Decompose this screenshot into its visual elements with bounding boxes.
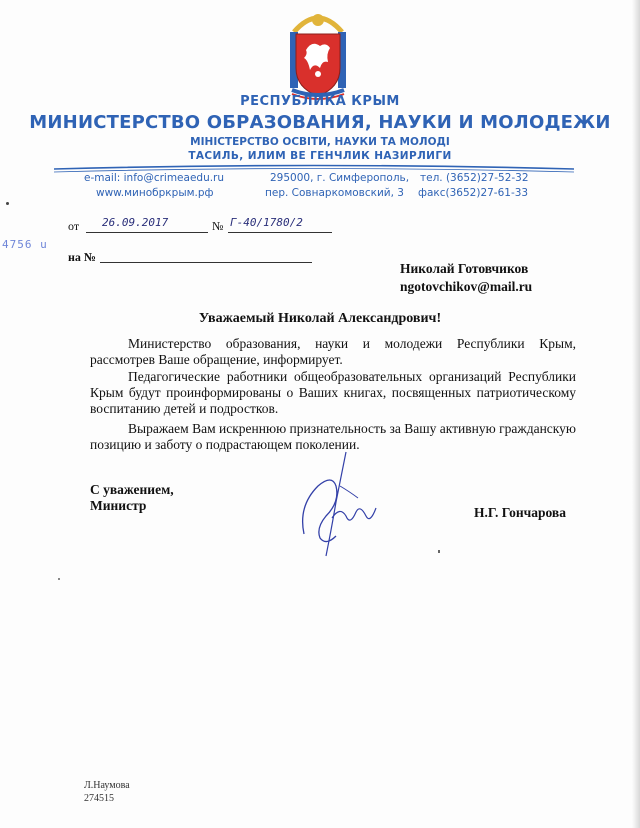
signature-icon bbox=[296, 446, 386, 562]
phone-contact: тел. (3652)27-52-32 bbox=[420, 172, 529, 184]
scan-speck bbox=[6, 202, 9, 205]
ministry-title-uk: МІНІСТЕРСТВО ОСВІТИ, НАУКИ ТА МОЛОДІ bbox=[190, 136, 450, 148]
closing-position: Министр bbox=[90, 498, 147, 513]
reply-number-line bbox=[100, 262, 312, 263]
website-contact: www.минобркрым.рф bbox=[96, 187, 214, 199]
email-contact: e-mail: info@crimeaedu.ru bbox=[84, 172, 225, 184]
paragraph-3: Выражаем Вам искреннюю признательность за Вашу активную гражданскую позицию и заботу о подрастающем поколении. bbox=[90, 421, 576, 452]
recipient-name: Николай Готовчиков bbox=[400, 261, 529, 276]
handwritten-number: Г-40/1780/2 bbox=[230, 216, 303, 229]
number-line bbox=[228, 232, 332, 233]
republic-title: РЕСПУБЛИКА КРЫМ bbox=[240, 94, 400, 109]
closing-regards: С уважением, bbox=[90, 482, 174, 497]
paragraph-2: Педагогические работники общеобразовательных организаций Республики Крым будут проинформированы о Ваших книгах, посвященных патриотическому воспитанию детей и подростков. bbox=[90, 369, 576, 416]
scan-speck bbox=[58, 578, 60, 580]
stamp-fragment: 4756 u bbox=[2, 238, 48, 251]
date-line bbox=[86, 232, 208, 233]
executor-name: Л.Наумова bbox=[84, 780, 130, 791]
ministry-title: МИНИСТЕРСТВО ОБРАЗОВАНИЯ, НАУКИ И МОЛОДЕЖИ bbox=[29, 112, 611, 133]
address-line-2: пер. Совнаркомовский, 3 bbox=[265, 187, 404, 199]
handwritten-date: 26.09.2017 bbox=[102, 216, 169, 229]
executor-phone: 274515 bbox=[84, 793, 114, 804]
coat-of-arms-icon bbox=[280, 10, 356, 102]
salutation: Уважаемый Николай Александрович! bbox=[198, 311, 442, 326]
ministry-title-crh: ТАСИЛЬ, ИЛИМ ВЕ ГЕНЧЛИК НАЗИРЛИГИ bbox=[188, 150, 452, 162]
number-label: № bbox=[212, 219, 224, 233]
reply-label: на № bbox=[68, 250, 96, 264]
address-line-1: 295000, г. Симферополь, bbox=[270, 172, 410, 184]
fax-contact: факс(3652)27-61-33 bbox=[418, 187, 529, 199]
signatory-name: Н.Г. Гончарова bbox=[474, 505, 566, 520]
date-label: от bbox=[68, 219, 80, 233]
paragraph-1: Министерство образования, науки и молодежи Республики Крым, рассмотрев Ваше обращение, информирует. bbox=[90, 336, 576, 367]
recipient-email: ngotovchikov@mail.ru bbox=[400, 279, 533, 294]
scan-speck bbox=[438, 550, 440, 553]
